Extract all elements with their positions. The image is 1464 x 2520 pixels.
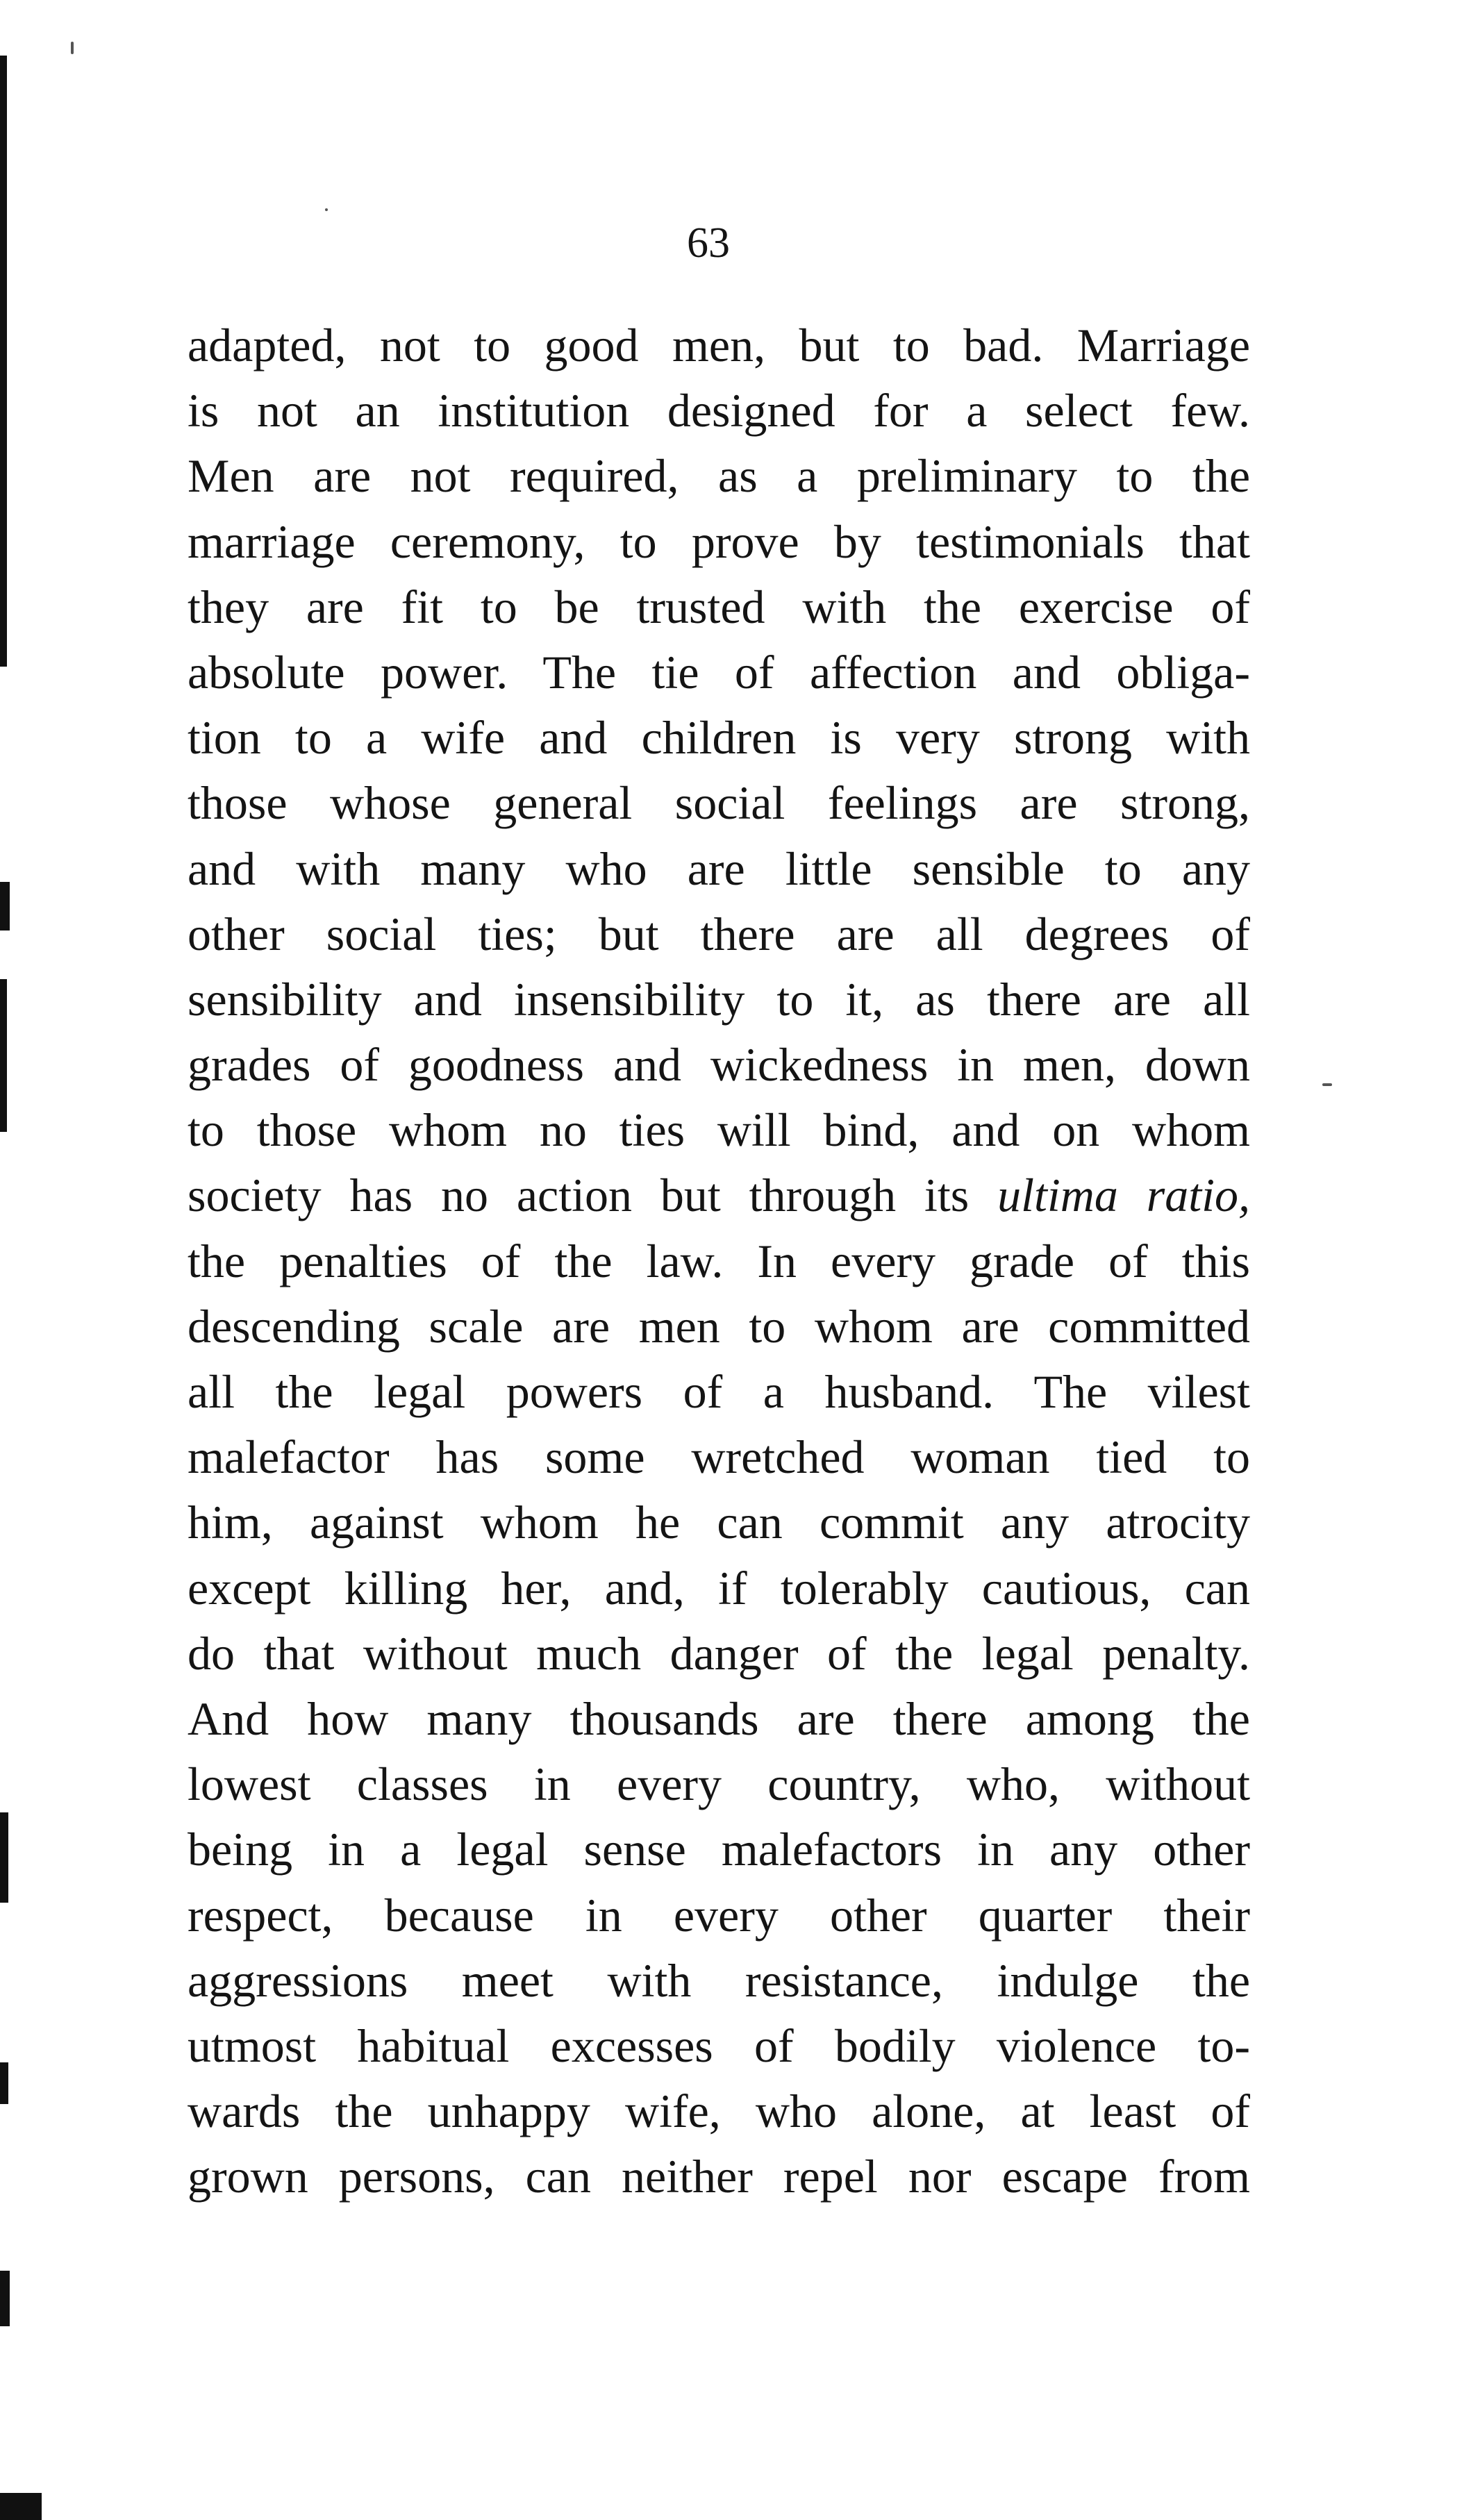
binding-edge-mark (0, 2493, 42, 2520)
paper-speck (325, 208, 328, 211)
paper-speck (1322, 1083, 1332, 1086)
text-line: except killing her, and, if tolerably cautious, can (188, 1561, 1250, 1614)
text-line: do that without much danger of the legal penalty. (188, 1626, 1250, 1680)
text-line: those whose general social feelings are strong, (188, 776, 1250, 830)
text-line: the penalties of the law. In every grade of this (188, 1234, 1250, 1287)
text-line: being in a legal sense malefactors in any other (188, 1823, 1250, 1876)
text-line: grown persons, can neither repel nor escape from (188, 2150, 1250, 2203)
text-line: sensibility and insensibility to it, as there are all (188, 972, 1250, 1026)
text-line: adapted, not to good men, but to bad. Marriage (188, 319, 1250, 372)
body-text (188, 312, 1250, 2209)
text-line: they are fit to be trusted with the exercise of (188, 580, 1250, 633)
text-line: utmost habitual excesses of bodily violence to- (188, 2019, 1250, 2072)
text-line: other social ties; but there are all degrees of (188, 907, 1250, 960)
text-line: is not an institution designed for a select few. (188, 384, 1250, 437)
binding-edge-mark (0, 979, 7, 1132)
text-line: marriage ceremony, to prove by testimonials that (188, 515, 1250, 568)
text-line: And how many thousands are there among the (188, 1692, 1250, 1745)
text-line: grades of goodness and wickedness in men, down (188, 1038, 1250, 1092)
text-line: lowest classes in every country, who, without (188, 1758, 1250, 1811)
binding-edge-mark (0, 2271, 10, 2326)
text-line: absolute power. The tie of affection and obliga- (188, 645, 1250, 699)
page-number: 63 (687, 219, 730, 267)
binding-edge-mark (0, 2062, 8, 2104)
text-line: to those whom no ties will bind, and on whom (188, 1103, 1250, 1157)
paper-speck (71, 42, 74, 54)
text-line: malefactor has some wretched woman tied to (188, 1430, 1250, 1484)
italic-phrase: ultima ratio, (997, 1169, 1250, 1222)
binding-edge-mark (0, 882, 10, 931)
text-line: Men are not required, as a preliminary to the (188, 449, 1250, 503)
text-line (188, 1162, 1250, 1228)
text-line: him, against whom he can commit any atrocity (188, 1496, 1250, 1549)
text-line-roman: society has no action but through its (188, 1169, 998, 1222)
text-line: tion to a wife and children is very strong with (188, 711, 1250, 765)
text-line: aggressions meet with resistance, indulge the (188, 1953, 1250, 2007)
binding-edge-mark (0, 56, 7, 667)
text-line: wards the unhappy wife, who alone, at least of (188, 2085, 1250, 2138)
text-line: all the legal powers of a husband. The vilest (188, 1365, 1250, 1418)
text-line: and with many who are little sensible to any (188, 842, 1250, 895)
text-line: descending scale are men to whom are committed (188, 1299, 1250, 1353)
binding-edge-mark (0, 1812, 8, 1903)
text-line: respect, because in every other quarter their (188, 1888, 1250, 1942)
